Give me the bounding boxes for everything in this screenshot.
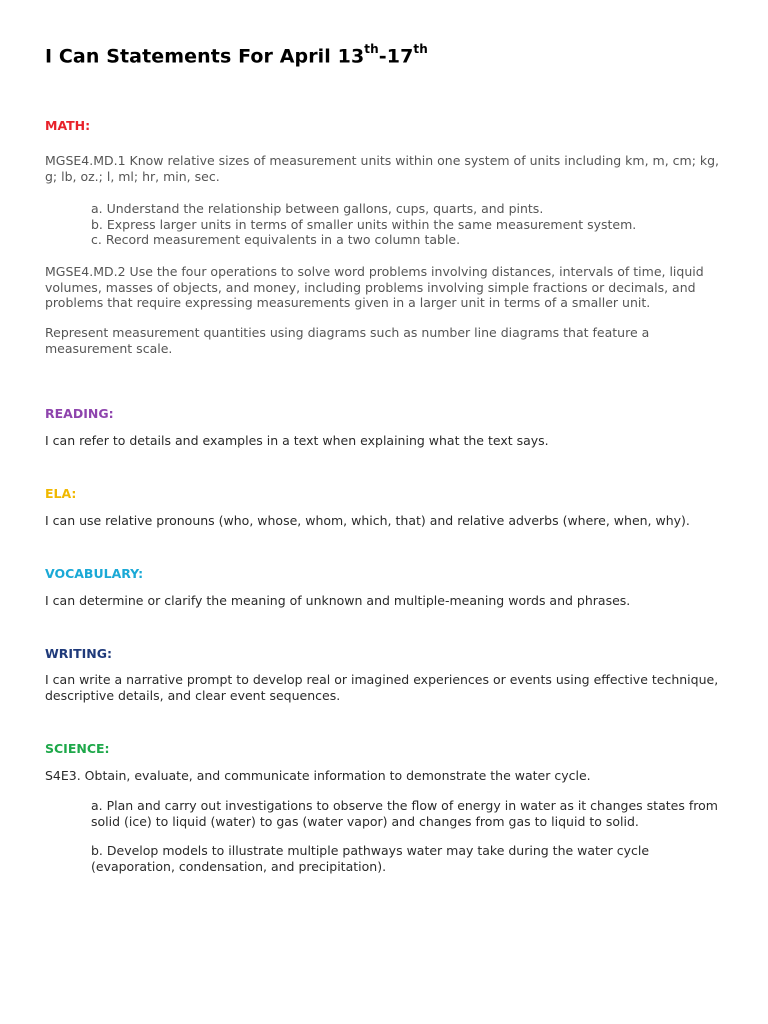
list-item: c. Record measurement equivalents in a two column table. — [91, 232, 461, 247]
title-sup-1: th — [364, 42, 379, 56]
math-standard-3: Represent measurement quantities using diagrams such as number line diagrams that feature a measurement scale. — [45, 325, 650, 356]
vocabulary-text: I can determine or clarify the meaning of unknown and multiple-meaning words and phrases. — [45, 593, 631, 608]
science-heading: SCIENCE: — [45, 741, 110, 756]
ela-text: I can use relative pronouns (who, whose, whom, which, that) and relative adverbs (where, when, why). — [45, 513, 690, 528]
science-item-b: b. Develop models to illustrate multiple pathways water may take during the water cycle (evaporation, condensation, and precipitation). — [91, 843, 650, 874]
reading-heading: READING: — [45, 406, 114, 421]
title-dash: -17 — [378, 45, 414, 68]
vocabulary-heading: VOCABULARY: — [45, 566, 144, 581]
math-standard-1: MGSE4.MD.1 Know relative sizes of measurement units within one system of units including km, m, cm; kg, g; lb, oz.; l, ml; hr, min, sec. — [45, 153, 720, 184]
title-main: I Can Statements For April 13 — [45, 45, 365, 68]
ela-heading: ELA: — [45, 486, 77, 501]
writing-heading: WRITING: — [45, 646, 112, 661]
writing-text: I can write a narrative prompt to develop real or imagined experiences or events using effective technique, descriptive details, and clear event sequences. — [45, 672, 719, 703]
title-sup-2: th — [413, 42, 428, 56]
math-list — [91, 201, 731, 248]
science-standard: S4E3. Obtain, evaluate, and communicate information to demonstrate the water cycle. — [45, 768, 591, 783]
reading-text: I can refer to details and examples in a text when explaining what the text says. — [45, 433, 549, 448]
math-standard-2: MGSE4.MD.2 Use the four operations to solve word problems involving distances, intervals of time, liquid volumes, masses of objects, and money, including problems involving simple fractions or decimals, and problems that require expressing measurements given in a larger unit in terms of a smaller unit. — [45, 264, 704, 310]
list-item: a. Understand the relationship between gallons, cups, quarts, and pints. — [91, 201, 544, 216]
science-item-a: a. Plan and carry out investigations to observe the flow of energy in water as it changes states from solid (ice) to liquid (water) to gas (water vapor) and changes from gas to liquid to solid. — [91, 798, 718, 829]
math-heading: MATH: — [45, 118, 91, 133]
list-item: b. Express larger units in terms of smaller units within the same measurement system. — [91, 216, 637, 232]
page-title — [45, 44, 428, 67]
